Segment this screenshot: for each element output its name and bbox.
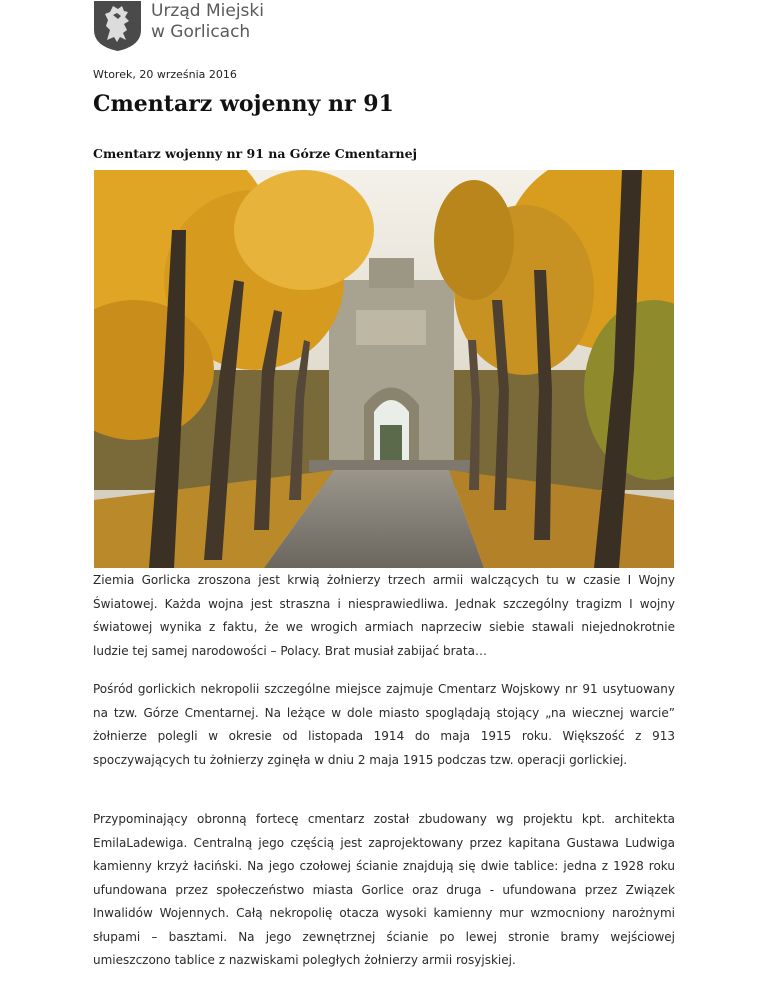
article-subtitle: Cmentarz wojenny nr 91 na Górze Cmentarnej — [93, 146, 418, 161]
article-paragraph: Pośród gorlickich nekropolii szczególne miejsce zajmuje Cmentarz Wojskowy nr 91 usytuowany na tzw. Górze Cmentarnej. Na leżące w dole miasto spoglądają stojący „na wiecznej warcie” żołnierze polegli w okresie od listopada 1914 do maja 1915 roku. Większość z 913 spoczywających tu żołnierzy zginęła w dniu 2 maja 1915 podczas tzw. operacji gorlickiej. — [93, 682, 675, 767]
article-paragraph: Przypominający obronną fortecę cmentarz został zbudowany wg projektu kpt. architekta EmilaLadewiga. Centralną jego częścią jest zaprojektowany przez kapitana Gustawa Ludwiga kamienny krzyż łaciński. Na jego czołowej ścianie znajdują się dwie tablice: jedna z 1928 roku ufundowana przez społeczeństwo miasta Gorlice oraz druga - ufundowana przez Związek Inwalidów Wojennych. Całą nekropolię otacza wysoki kamienny mur wzmocniony narożnymi słupami – basztami. Na jego zewnętrznej ścianie po lewej stronie bramy wejściowej umieszczono tablice z nazwiskami poległych żołnierzy armii rosyjskiej. — [93, 812, 675, 967]
brand-line-1: Urząd Miejski — [151, 1, 264, 21]
brand-name[interactable] — [151, 1, 351, 43]
brand-line-2: w Gorlicach — [151, 22, 251, 42]
publish-date: Wtorek, 20 września 2016 — [93, 68, 237, 81]
page-title: Cmentarz wojenny nr 91 — [93, 91, 394, 117]
article-photo — [94, 170, 674, 568]
article-paragraph: Ziemia Gorlicka zroszona jest krwią żołnierzy trzech armii walczących tu w czasie I Wojny Światowej. Każda wojna jest straszna i niesprawiedliwa. Jednak szczególny tragizm I wojny światowej wynika z faktu, że we wrogich armiach naprzeciw siebie stawali niejednokrotnie ludzie tej samej narodowości – Polacy. Brat musiał zabijać brata… — [93, 573, 675, 658]
crest-lion-icon[interactable] — [93, 0, 142, 52]
